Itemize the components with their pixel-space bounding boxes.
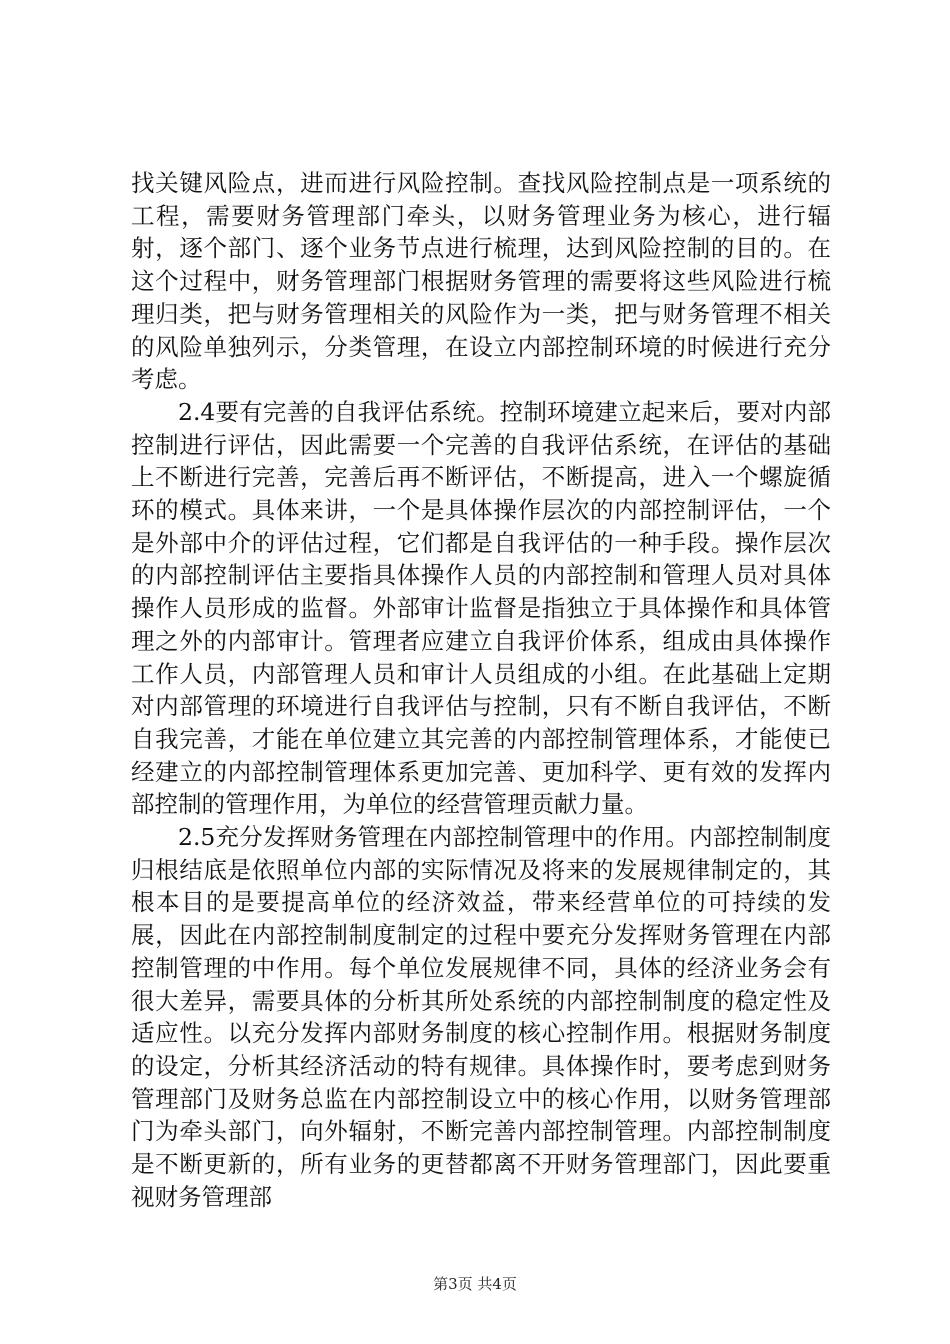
page-footer: 第3页 共4页	[433, 1275, 517, 1293]
body-text	[131, 167, 831, 1214]
paragraph-continuation: 找关键风险点，进而进行风险控制。查找风险控制点是一项系统的工程，需要财务管理部门牵头，以财务管理业务为核心，进行辐射，逐个部门、逐个业务节点进行梳理，达到风险控制的目的。在这个过程中，财务管理部门根据财务管理的需要将这些风险进行梳理归类，把与财务管理相关的风险作为一类，把与财务管理不相关的风险单独列示，分类管理，在设立内部控制环境的时候进行充分考虑。	[131, 169, 831, 394]
paragraph-section-2-4: 2.4要有完善的自我评估系统。控制环境建立起来后，要对内部控制进行评估，因此需要一个完善的自我评估系统，在评估的基础上不断进行完善，完善后再不断评估，不断提高，进入一个螺旋循环的模式。具体来讲，一个是具体操作层次的内部控制评估，一个是外部中介的评估过程，它们都是自我评估的一种手段。操作层次的内部控制评估主要指具体操作人员的内部控制和管理人员对具体操作人员形成的监督。外部审计监督是指独立于具体操作和具体管理之外的内部审计。管理者应建立自我评价体系，组成由具体操作工作人员，内部管理人员和审计人员组成的小组。在此基础上定期对内部管理的环境进行自我评估与控制，只有不断自我评估，不断自我完善，才能在单位建立其完善的内部控制管理体系，才能使已经建立的内部控制管理体系更加完善、更加科学、更有效的发挥内部控制的管理作用，为单位的经营管理贡献力量。	[131, 397, 831, 819]
paragraph-section-2-5: 2.5充分发挥财务管理在内部控制管理中的作用。内部控制制度归根结底是依照单位内部的实际情况及将来的发展规律制定的，其根本目的是要提高单位的经济效益，带来经营单位的可持续的发展，因此在内部控制制度制定的过程中要充分发挥财务管理在内部控制管理的中作用。每个单位发展规律不同，具体的经济业务会有很大差异，需要具体的分析其所处系统的内部控制制度的稳定性及适应性。以充分发挥内部财务制度的核心控制作用。根据财务制度的设定，分析其经济活动的特有规律。具体操作时，要考虑到财务管理部门及财务总监在内部控制设立中的核心作用，以财务管理部门为牵头部门，向外辐射，不断完善内部控制管理。内部控制制度是不断更新的，所有业务的更替都离不开财务管理部门，因此要重视财务管理部	[131, 823, 831, 1211]
